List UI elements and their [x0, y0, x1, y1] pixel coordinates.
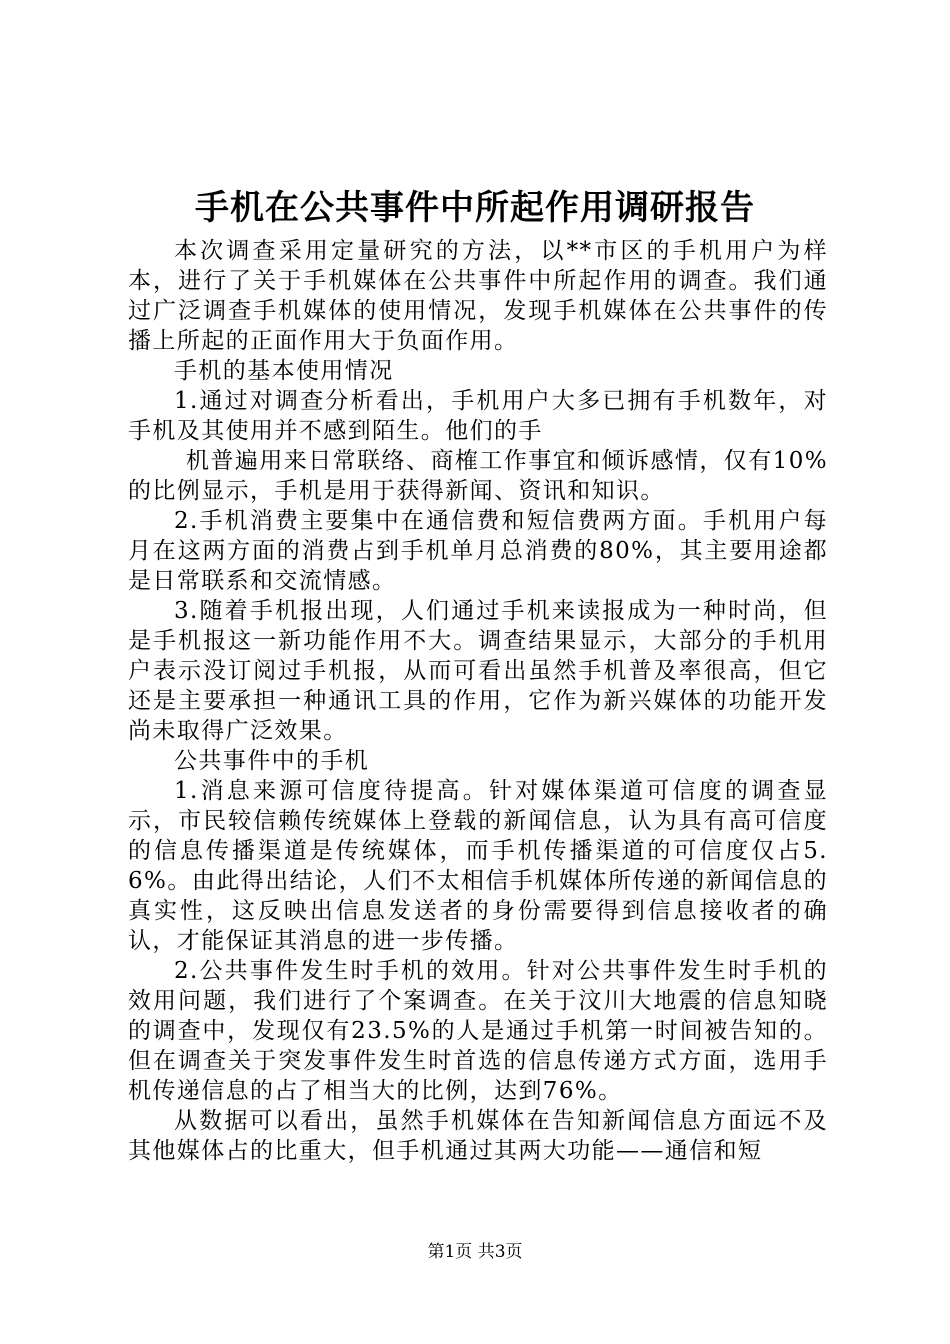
- paragraph-usage-2: 2.手机消费主要集中在通信费和短信费两方面。手机用户每月在这两方面的消费占到手机单月总消费的80%，其主要用途都是日常联系和交流情感。: [128, 508, 828, 594]
- section-heading-public-events: 公共事件中的手机: [174, 748, 370, 774]
- paragraph-events-1: 1.消息来源可信度待提高。针对媒体渠道可信度的调查显示，市民较信赖传统媒体上登载的新闻信息，认为具有高可信度的信息传播渠道是传统媒体，而手机传播渠道的可信度仅占5.6%。由此得出结论，人们不太相信手机媒体所传递的新闻信息的真实性，这反映出信息发送者的身份需要得到信息接收者的确认，才能保证其消息的进一步传播。: [128, 778, 828, 954]
- paragraph-conclusion: 从数据可以看出，虽然手机媒体在告知新闻信息方面远不及其他媒体占的比重大，但手机通过其两大功能——通信和短: [128, 1108, 828, 1164]
- paragraph-usage-1: 1.通过对调查分析看出，手机用户大多已拥有手机数年，对手机及其使用并不感到陌生。他们的手: [128, 388, 828, 444]
- paragraph-usage-3: 3.随着手机报出现，人们通过手机来读报成为一种时尚，但是手机报这一新功能作用不大。调查结果显示，大部分的手机用户表示没订阅过手机报，从而可看出虽然手机普及率很高，但它还是主要承担一种通讯工具的作用，它作为新兴媒体的功能开发尚未取得广泛效果。: [128, 598, 828, 744]
- paragraph-events-2: 2.公共事件发生时手机的效用。针对公共事件发生时手机的效用问题，我们进行了个案调查。在关于汶川大地震的信息知晓的调查中，发现仅有23.5%的人是通过手机第一时间被告知的。但在调查关于突发事件发生时首选的信息传递方式方面，选用手机传递信息的占了相当大的比例，达到76%。: [128, 958, 828, 1104]
- paragraph-intro: 本次调查采用定量研究的方法，以**市区的手机用户为样本，进行了关于手机媒体在公共事件中所起作用的调查。我们通过广泛调查手机媒体的使用情况，发现手机媒体在公共事件的传播上所起的正面作用大于负面作用。: [128, 238, 828, 354]
- document-title: 手机在公共事件中所起作用调研报告: [195, 188, 755, 228]
- section-heading-basic-usage: 手机的基本使用情况: [174, 358, 394, 384]
- document-body: [128, 236, 828, 1166]
- paragraph-usage-1-continued: 机普遍用来日常联络、商榷工作事宜和倾诉感情，仅有10%的比例显示，手机是用于获得新闻、资讯和知识。: [128, 448, 828, 504]
- page-footer: 第1页 共3页: [427, 1242, 523, 1262]
